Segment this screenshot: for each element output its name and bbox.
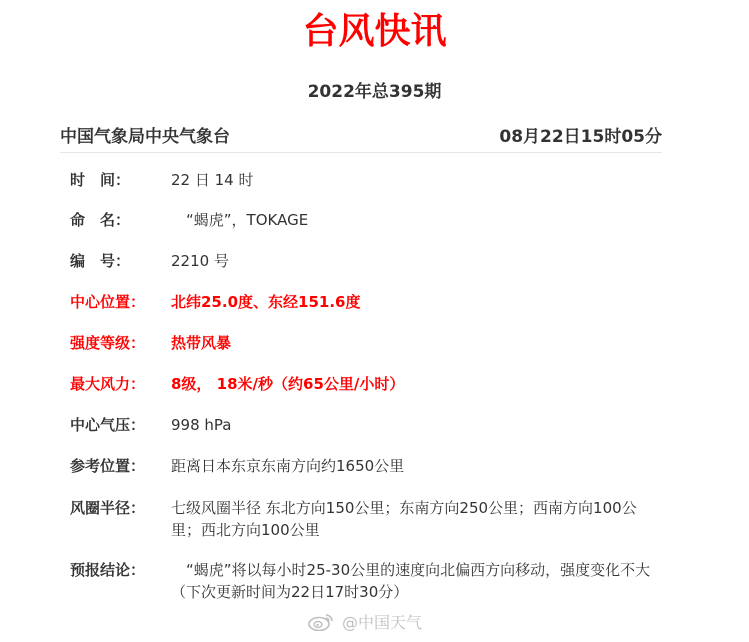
field-value: 北纬25.0度、东经151.6度: [171, 293, 361, 311]
issue-timestamp: 08月22日15时05分: [499, 127, 662, 147]
field-label: 风圈半径：: [70, 499, 146, 517]
field-label: 中心气压：: [70, 416, 146, 434]
next-update-text: （下次更新时间为22日17时30分）: [171, 583, 409, 601]
field-value-block: [171, 559, 661, 603]
field-value: 8级， 18米/秒（约65公里/小时）: [171, 375, 405, 393]
watermark-text: @中国天气: [342, 613, 423, 632]
field-value: 热带风暴: [171, 334, 232, 352]
header-divider: [60, 152, 662, 153]
field-label: 强度等级：: [70, 334, 146, 352]
forecast-text: “蝎虎”将以每小时25-30公里的速度向北偏西方向移动，强度变化不大: [171, 561, 651, 579]
field-value: 22 日 14 时: [171, 171, 254, 189]
field-value: 998 hPa: [171, 416, 232, 434]
field-value: “蝎虎”，TOKAGE: [171, 211, 309, 229]
field-label: 预报结论：: [70, 561, 146, 579]
bulletin-title: 台风快讯: [302, 11, 447, 52]
watermark: [308, 612, 422, 634]
field-value: 2210 号: [171, 252, 229, 270]
field-label: 编 号：: [70, 252, 131, 270]
issue-number: 2022年总395期: [307, 82, 442, 102]
field-label: 命 名：: [70, 211, 131, 229]
field-value: 距离日本东京东南方向约1650公里: [171, 457, 405, 475]
weibo-logo-icon: [308, 613, 334, 631]
field-label: 中心位置：: [70, 293, 146, 311]
field-label: 参考位置：: [70, 457, 146, 475]
field-label: 最大风力：: [70, 375, 146, 393]
field-value: 七级风圈半径 东北方向150公里；东南方向250公里；西南方向100公里；西北方向100公里: [171, 499, 637, 539]
issuing-organization: 中国气象局中央气象台: [60, 127, 230, 147]
bulletin-header: [60, 124, 662, 150]
field-label: 时 间：: [70, 171, 131, 189]
